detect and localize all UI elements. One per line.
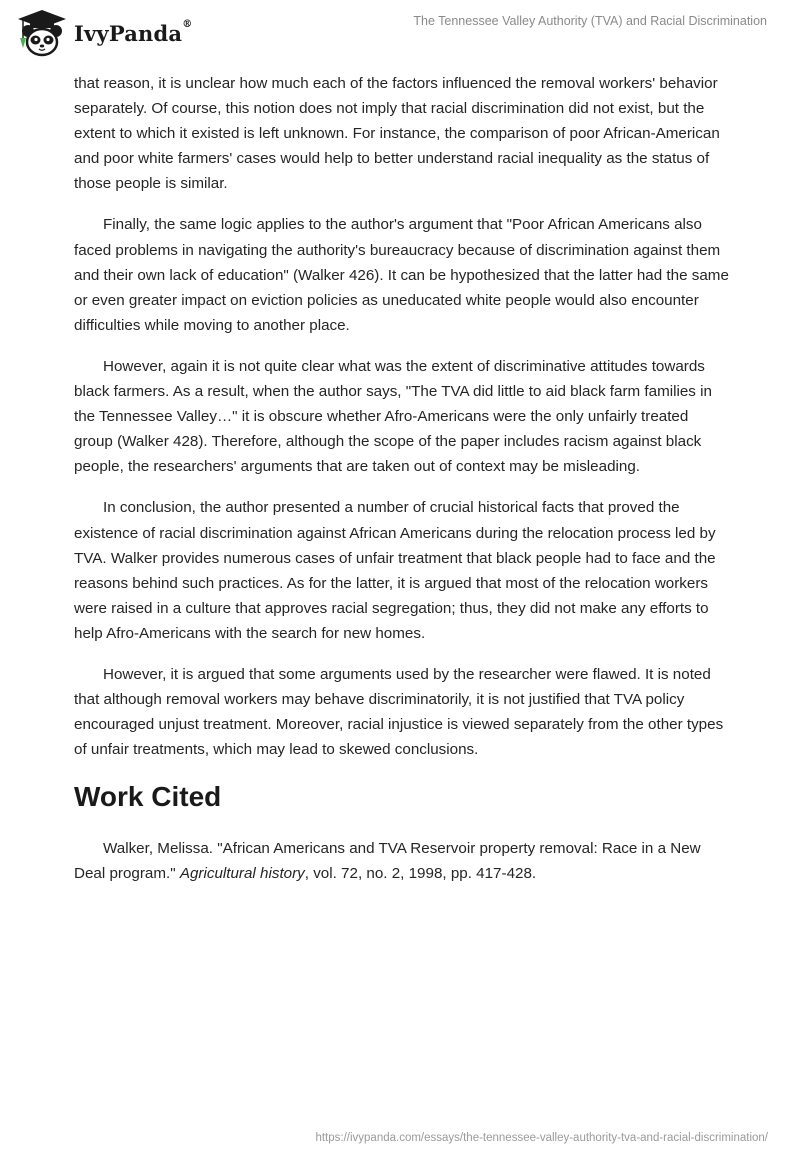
paragraph: Finally, the same logic applies to the author's argument that "Poor African Americans also faced problems in navigating the authority's bureaucracy because of discrimination against them and their own lack of education" (Walker 426). It can be hypothesized that the latter had the same or even greater impact on eviction policies as uneducated white people would also encounter difficulties while moving to another place. bbox=[74, 216, 729, 334]
essay-body bbox=[74, 71, 729, 903]
paragraph: that reason, it is unclear how much each of the factors influenced the removal workers' behavior separately. Of course, this notion does not imply that racial discrimination did not exist, but the extent to which it existed is left unknown. For instance, the comparison of poor African-American and poor white farmers' cases would help to better understand racial inequality as the status of those people is similar. bbox=[74, 75, 720, 193]
ivypanda-logo[interactable] bbox=[14, 8, 192, 58]
citation-entry bbox=[74, 836, 729, 886]
citation-journal: Agricultural history bbox=[179, 865, 305, 883]
paragraph: In conclusion, the author presented a number of crucial historical facts that proved the existence of racial discrimination against African Americans during the relocation process led by TVA. Walker provides numerous cases of unfair treatment that black people had to face and the reasons behind such practices. As for the latter, it is argued that most of the relocation workers were raised in a culture that approves racial segregation; thus, they did not make any efforts to help Afro-Americans with the search for new homes. bbox=[74, 499, 716, 642]
paragraph: However, again it is not quite clear what was the extent of discriminative attitudes towards black farmers. As a result, when the author says, "The TVA did little to aid black farm families in the Tennessee Valley…" it is obscure whether Afro-Americans were the only unfairly treated group (Walker 428). Therefore, although the scope of the paper includes racism against black people, the researchers' arguments that are taken out of context may be misleading. bbox=[74, 357, 712, 476]
paragraph: However, it is argued that some arguments used by the researcher were flawed. It is noted that although removal workers may behave discriminatorily, it is not justified that TVA policy encouraged unjust treatment. Moreover, racial injustice is viewed separately from the other types of unfair treatments, which may lead to skewed conclusions. bbox=[74, 665, 724, 759]
citation-text: Walker, Melissa. "African Americans and TVA Reservoir property removal: Race in a New Deal program." bbox=[74, 840, 701, 883]
brand-name: IvyPanda® bbox=[74, 18, 193, 46]
works-cited-heading: Work Cited bbox=[74, 781, 222, 813]
document-title: The Tennessee Valley Authority (TVA) and Racial Discrimination bbox=[413, 14, 767, 28]
source-url[interactable]: https://ivypanda.com/essays/the-tennessee-valley-authority-tva-and-racial-discrimination/ bbox=[315, 1132, 768, 1144]
page-header bbox=[0, 0, 800, 70]
citation-details: , vol. 72, no. 2, 1998, pp. 417-428. bbox=[304, 865, 537, 883]
panda-graduate-icon bbox=[14, 8, 70, 58]
